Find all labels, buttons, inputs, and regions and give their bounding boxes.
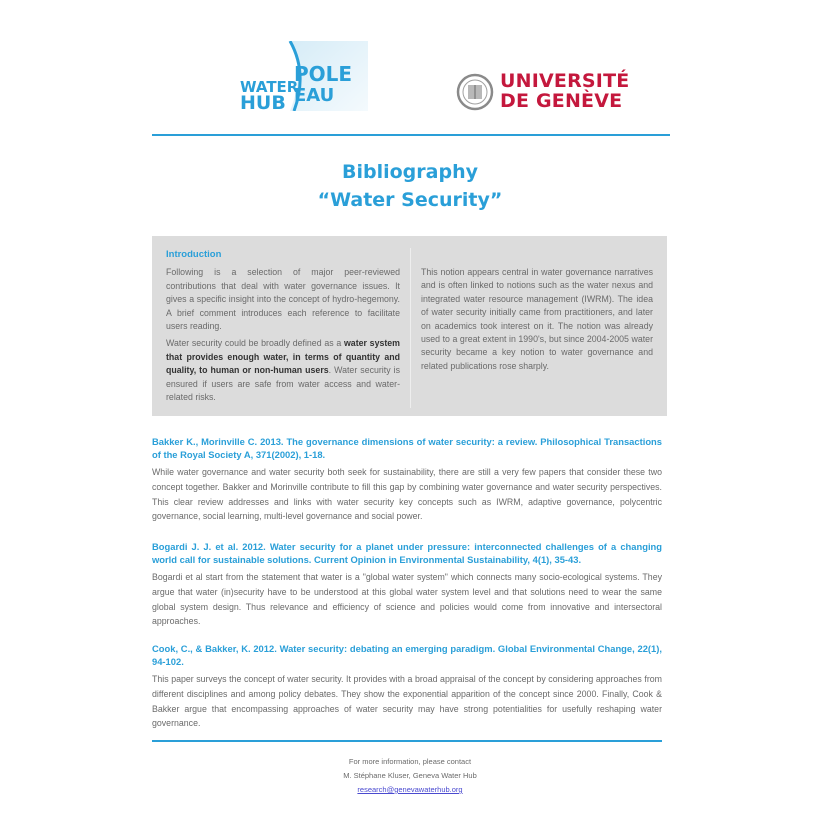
- top-divider: [152, 134, 670, 136]
- email-link[interactable]: research@genevawaterhub.org: [357, 785, 463, 794]
- intro-paragraph-1: Following is a selection of major peer-reviewed contributions that deal with water governance issues. It gives a specific insight into the concept of hydro-hegemony. A brief comment introduces each reference to facilitate users reading.: [166, 267, 400, 332]
- reference-item: [152, 642, 662, 731]
- reference-citation: Bogardi J. J. et al. 2012. Water security for a planet under pressure: interconnected challenges of a changing world call for sustainable solutions. Current Opinion in Environmental Sustainability, 4(1), 35-43.: [152, 541, 662, 566]
- university-seal-icon: [456, 70, 496, 114]
- page-subtitle: “Water Security”: [317, 189, 503, 211]
- reference-item: [152, 540, 662, 629]
- intro-right-column: [421, 266, 653, 377]
- intro-paragraph-2: Water security could be broadly defined as a water system that provides enough water, in terms of quantity and quality, to human or non-human users. Water security is ensured if users are safe from water access and water-related risks.: [166, 338, 400, 403]
- university-name: [500, 71, 629, 111]
- university-name-line2: DE GENÈVE: [500, 90, 623, 112]
- university-name-line1: UNIVERSITÉ: [500, 70, 630, 92]
- reference-summary: This paper surveys the concept of water security. It provides with a broad appraisal of the concept by considering approaches from different disciplines and among policy debates. They show the exponential apparition of the concept since 2000. Finally, Cook & Bakker argue that encompassing approaches of water security may have strong potentialities for usefully reshaping water governance.: [152, 674, 662, 729]
- logo-hub-text: HUB: [240, 92, 286, 111]
- reference-summary: Bogardi et al start from the statement that water is a "global water system" which connects many socio-ecological systems. They argue that water (in)security have to be understood at this global water system level and that solutions need to wear the same global system design. Thus relevance and efficiency of science and policies would come from innovative and intersectoral approaches.: [152, 572, 662, 627]
- reference-citation: Bakker K., Morinville C. 2013. The governance dimensions of water security: a review. Philosophical Transactions of the Royal Society A, 371(2002), 1-18.: [152, 436, 662, 461]
- intro-paragraph-3: This notion appears central in water governance narratives and is often linked to notions such as the water nexus and integrated water resource management (IWRM). The idea of water security initially came from practitioners, and later on academics took interest on it. The notion was already used to a great extent in 1990's, but since 2004-2005 water security became a key notion to water governance and related publications rose sharply.: [421, 267, 653, 371]
- reference-citation: Cook, C., & Bakker, K. 2012. Water security: debating an emerging paradigm. Global Environmental Change, 22(1), 94-102.: [152, 643, 662, 668]
- water-security-definition: water system that provides enough water, in terms of quantity and quality, to human or non-human users: [166, 338, 400, 376]
- bottom-divider: [152, 740, 662, 742]
- logo-water-text: WATER: [240, 78, 299, 96]
- logo-eau-text: EAU: [294, 85, 335, 106]
- logo-pole-text: POLE: [294, 62, 353, 86]
- footer-contact-name: M. Stéphane Kluser, Geneva Water Hub: [343, 771, 477, 780]
- intro-heading: Introduction: [166, 249, 222, 260]
- page-title: Bibliography: [342, 161, 478, 183]
- reference-summary: While water governance and water security both seek for sustainability, there are still a very few papers that consider these two concept together. Bakker and Morinville contribute to fill this gap by combining water governance and water security perspectives. This clear review addresses and links with water security key concepts such as IWRM, adaptive governance, polycentric governance, social learning, multi-level governance and social power.: [152, 467, 662, 522]
- geneva-water-hub-logo: [238, 41, 368, 111]
- footer-email: [150, 785, 670, 794]
- column-divider: [410, 248, 411, 408]
- reference-item: [152, 435, 662, 524]
- footer-contact-line: For more information, please contact: [348, 757, 472, 766]
- intro-left-column: [166, 248, 400, 408]
- universite-de-geneve-logo: [456, 70, 630, 114]
